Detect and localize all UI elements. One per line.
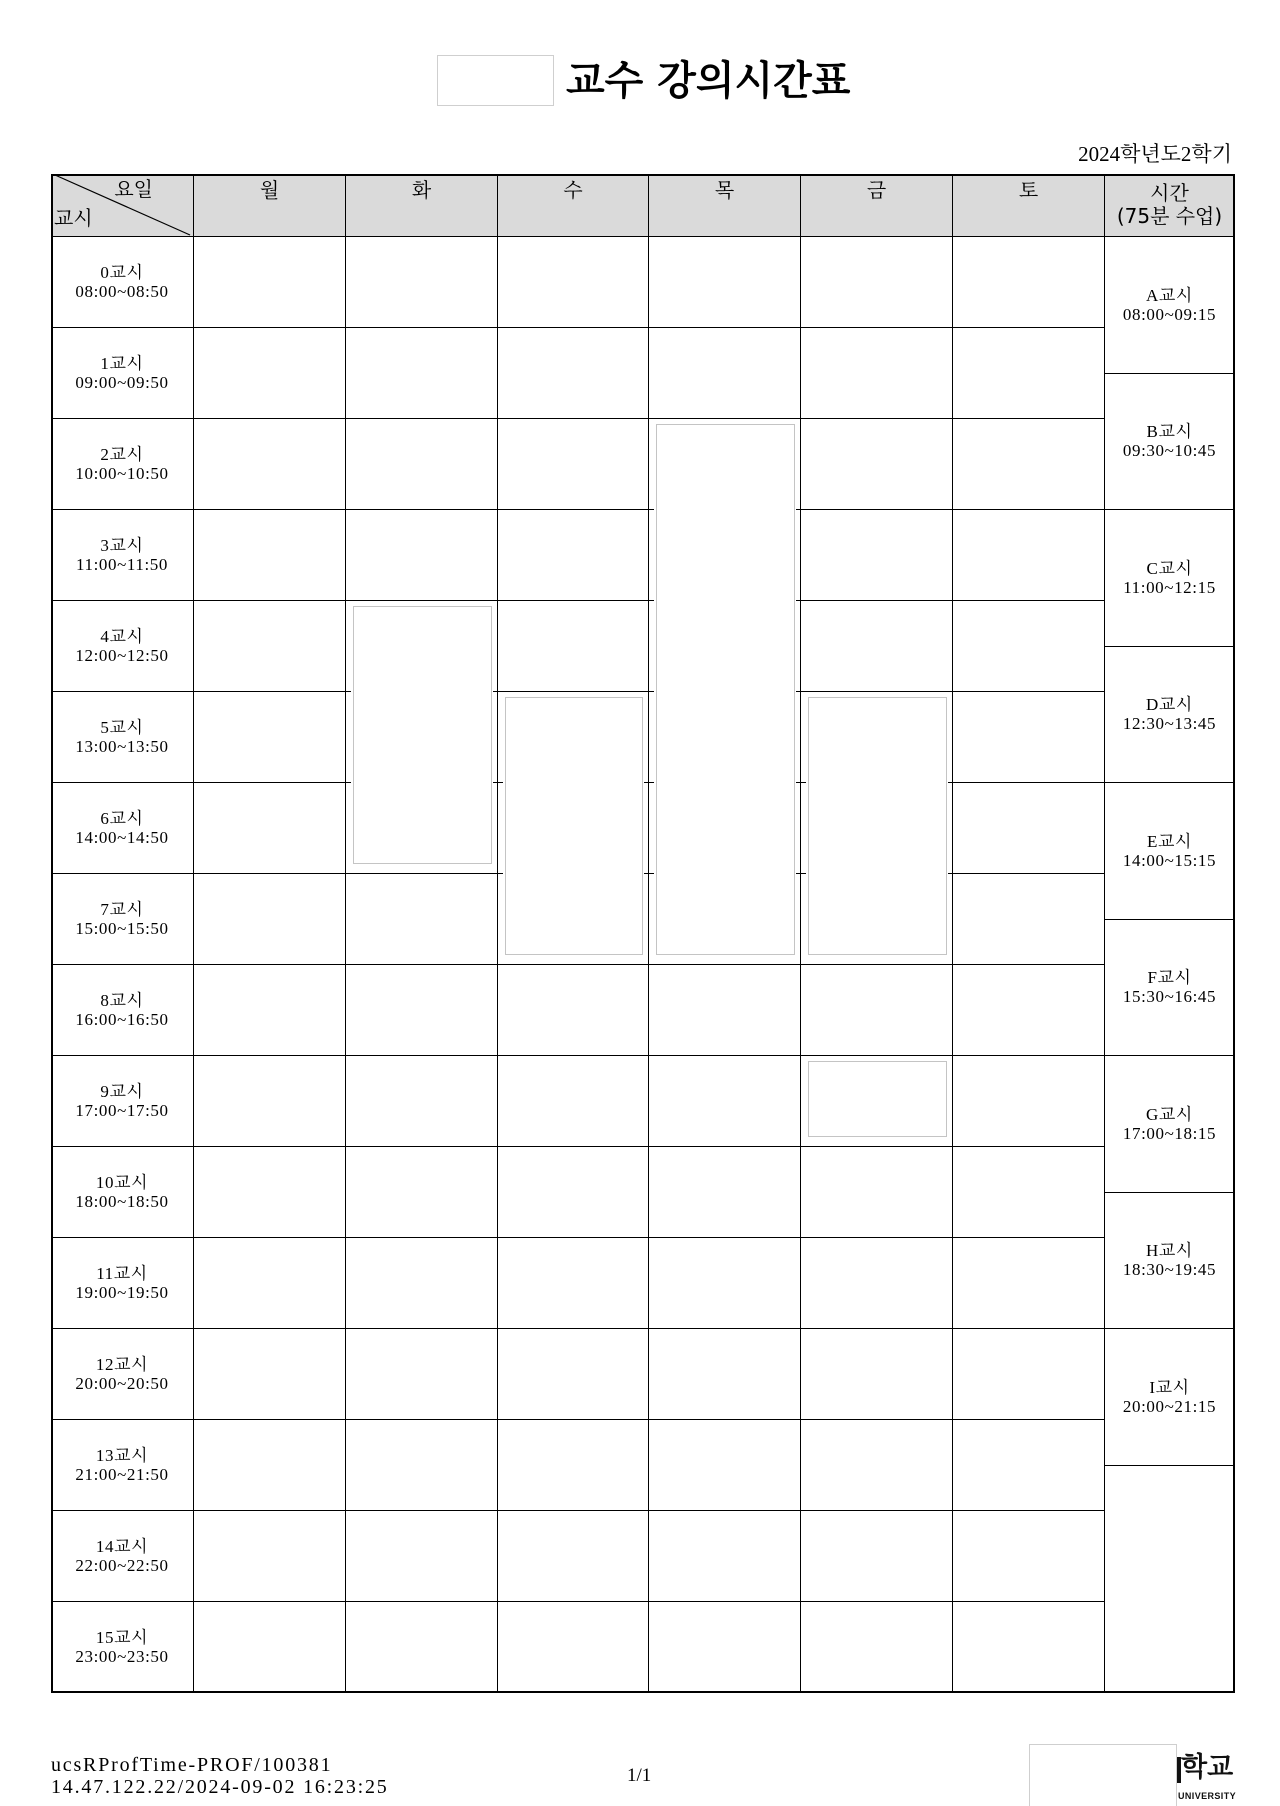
timetable-slot — [649, 1147, 801, 1238]
period-time: 12:00~12:50 — [75, 646, 169, 665]
row-line-stub — [796, 600, 800, 602]
period-time: 23:00~23:50 — [75, 1647, 169, 1666]
long-period-cell — [1105, 1193, 1235, 1330]
timetable-slot — [346, 237, 498, 328]
row-line-stub — [346, 691, 351, 693]
timetable-slot — [194, 783, 346, 874]
redaction-box — [808, 697, 947, 955]
timetable-slot — [498, 1329, 649, 1420]
long-period-time: 08:00~09:15 — [1122, 304, 1217, 324]
day-name: 월 — [259, 178, 280, 202]
timetable-slot — [953, 1602, 1105, 1693]
timetable-slot — [498, 1147, 649, 1238]
timetable-slot — [346, 874, 498, 965]
logo-redaction-box — [1029, 1744, 1177, 1806]
period-label-cell — [51, 1238, 194, 1329]
time-column-title: 시간 — [1150, 181, 1189, 205]
page-title: 교수 강의시간표 — [566, 58, 851, 104]
redacted-class-block — [801, 692, 952, 964]
row-line-stub — [649, 691, 654, 693]
long-period-cell — [1105, 1329, 1235, 1466]
period-number: 7교시 — [100, 900, 144, 919]
timetable-slot — [498, 419, 649, 510]
timetable-slot — [801, 965, 953, 1056]
period-time: 22:00~22:50 — [75, 1556, 169, 1575]
period-number: 0교시 — [100, 263, 144, 282]
period-number: 3교시 — [100, 536, 144, 555]
timetable-slot — [953, 692, 1105, 783]
period-label-cell — [51, 1511, 194, 1602]
timetable-slot — [498, 965, 649, 1056]
timetable-slot — [346, 965, 498, 1056]
long-period-time: 20:00~21:15 — [1122, 1396, 1217, 1416]
long-period-label: E교시 — [1146, 831, 1193, 851]
timetable-slot — [498, 1056, 649, 1147]
timetable-slot — [498, 237, 649, 328]
timetable-slot — [801, 601, 953, 692]
row-line-stub — [649, 600, 654, 602]
timetable-slot — [194, 1602, 346, 1693]
timetable-slot — [194, 692, 346, 783]
timetable-slot — [498, 1602, 649, 1693]
period-label-cell — [51, 601, 194, 692]
university-logo-text: 학교 — [1181, 1752, 1234, 1783]
timetable-slot — [346, 1602, 498, 1693]
timetable-slot — [194, 328, 346, 419]
period-label-cell — [51, 1147, 194, 1238]
long-period-cell — [1105, 1056, 1235, 1193]
long-period-time: 09:30~10:45 — [1122, 441, 1217, 461]
period-number: 2교시 — [100, 445, 144, 464]
long-period-cell — [1105, 510, 1235, 647]
period-label-cell — [51, 692, 194, 783]
timetable-slot — [801, 237, 953, 328]
timetable-slot — [346, 1147, 498, 1238]
period-label-cell — [51, 237, 194, 328]
period-number: 9교시 — [100, 1082, 144, 1101]
period-number: 5교시 — [100, 718, 144, 737]
timetable-slot — [498, 510, 649, 601]
redacted-class-block — [649, 419, 800, 964]
period-time: 10:00~10:50 — [75, 464, 169, 483]
timetable-grid — [51, 174, 1235, 1693]
day-name: 토 — [1018, 178, 1039, 202]
row-line-stub — [649, 782, 654, 784]
redaction-box — [656, 424, 795, 955]
period-number: 1교시 — [100, 354, 144, 373]
long-period-label: G교시 — [1146, 1104, 1193, 1124]
long-period-cell — [1105, 783, 1235, 920]
period-number: 10교시 — [95, 1173, 149, 1192]
timetable-slot — [194, 1056, 346, 1147]
long-period-label: C교시 — [1146, 558, 1193, 578]
redaction-box — [505, 697, 643, 955]
row-line-stub — [649, 873, 654, 875]
long-period-cell — [1105, 647, 1235, 784]
period-time: 19:00~19:50 — [75, 1283, 169, 1302]
period-label-cell — [51, 419, 194, 510]
period-number: 15교시 — [95, 1628, 149, 1647]
timetable-slot — [498, 1238, 649, 1329]
long-period-time: 18:30~19:45 — [1122, 1260, 1217, 1280]
redaction-box — [808, 1061, 947, 1137]
day-header-sat — [953, 174, 1105, 237]
timetable-slot — [194, 419, 346, 510]
redacted-class-block — [498, 692, 648, 964]
timetable-slot — [194, 874, 346, 965]
long-period-time: 14:00~15:15 — [1122, 850, 1217, 870]
day-name: 목 — [714, 178, 735, 202]
redaction-box — [353, 606, 492, 864]
long-period-label: A교시 — [1146, 285, 1193, 305]
day-name: 화 — [411, 178, 432, 202]
long-period-label: B교시 — [1146, 422, 1193, 442]
period-label-cell — [51, 1056, 194, 1147]
day-header-thu — [649, 174, 801, 237]
period-time: 11:00~11:50 — [76, 555, 168, 574]
period-time: 21:00~21:50 — [75, 1465, 169, 1484]
timetable-slot — [649, 328, 801, 419]
row-line-stub — [796, 782, 800, 784]
period-number: 12교시 — [95, 1355, 149, 1374]
period-label-cell — [51, 1329, 194, 1420]
period-label-cell — [51, 1602, 194, 1693]
timetable-slot — [498, 1420, 649, 1511]
row-line-stub — [948, 873, 952, 875]
day-name: 수 — [563, 178, 583, 202]
long-period-label: I교시 — [1149, 1377, 1190, 1397]
corner-day-label: 요일 — [114, 177, 153, 201]
timetable-slot — [953, 419, 1105, 510]
long-period-time: 17:00~18:15 — [1122, 1123, 1217, 1143]
long-period-label: H교시 — [1146, 1241, 1193, 1261]
time-column-header — [1105, 174, 1235, 237]
period-time: 20:00~20:50 — [75, 1374, 169, 1393]
timetable-slot — [649, 1056, 801, 1147]
timetable-slot — [801, 419, 953, 510]
period-number: 11교시 — [96, 1264, 148, 1283]
timetable-slot — [649, 1329, 801, 1420]
timetable-slot — [649, 1602, 801, 1693]
timetable-slot — [953, 783, 1105, 874]
row-line-stub — [493, 782, 497, 784]
corner-period-label: 교시 — [54, 206, 93, 230]
corner-header-cell — [51, 174, 194, 237]
timetable-slot — [649, 1511, 801, 1602]
row-line-stub — [948, 782, 952, 784]
timetable-slot — [346, 1511, 498, 1602]
timetable-slot — [346, 1420, 498, 1511]
timetable-slot — [953, 1511, 1105, 1602]
timetable-slot — [346, 1329, 498, 1420]
long-period-label: F교시 — [1147, 968, 1192, 988]
period-number: 6교시 — [100, 809, 144, 828]
timetable-slot — [953, 237, 1105, 328]
long-period-cell — [1105, 374, 1235, 511]
period-time: 14:00~14:50 — [75, 828, 169, 847]
timetable-slot — [346, 419, 498, 510]
report-id: ucsRProfTime-PROF/100381 — [51, 1754, 333, 1776]
row-line-stub — [644, 873, 648, 875]
time-column-empty-cell — [1105, 1466, 1235, 1694]
period-time: 16:00~16:50 — [75, 1010, 169, 1029]
page-number: 1/1 — [627, 1765, 652, 1786]
long-period-time: 12:30~13:45 — [1122, 714, 1217, 734]
period-label-cell — [51, 965, 194, 1056]
long-period-label: D교시 — [1146, 695, 1193, 715]
period-time: 17:00~17:50 — [75, 1101, 169, 1120]
day-name: 금 — [866, 178, 887, 202]
period-label-cell — [51, 1420, 194, 1511]
timetable-slot — [953, 1329, 1105, 1420]
timetable-slot — [649, 965, 801, 1056]
period-number: 14교시 — [95, 1537, 149, 1556]
row-line-stub — [498, 782, 503, 784]
row-line-stub — [801, 782, 806, 784]
day-header-tue — [346, 174, 498, 237]
day-header-wed — [498, 174, 649, 237]
timetable-slot — [801, 1602, 953, 1693]
day-header-fri — [801, 174, 953, 237]
timetable-slot — [953, 1420, 1105, 1511]
print-info: 14.47.122.22/2024-09-02 16:23:25 — [51, 1776, 389, 1798]
timetable-slot — [953, 510, 1105, 601]
timetable-slot — [953, 965, 1105, 1056]
long-period-cell — [1105, 237, 1235, 374]
timetable-slot — [194, 510, 346, 601]
period-number: 13교시 — [95, 1446, 149, 1465]
period-time: 08:00~08:50 — [75, 282, 169, 301]
long-period-time: 11:00~12:15 — [1123, 577, 1216, 597]
timetable-slot — [801, 1420, 953, 1511]
time-column-subtitle: (75분 수업) — [1116, 204, 1223, 228]
row-line-stub — [796, 873, 800, 875]
timetable-slot — [953, 874, 1105, 965]
timetable-slot — [649, 1238, 801, 1329]
timetable-slot — [498, 601, 649, 692]
timetable-slot — [953, 1147, 1105, 1238]
long-period-time: 15:30~16:45 — [1122, 987, 1217, 1007]
timetable-slot — [498, 1511, 649, 1602]
period-label-cell — [51, 783, 194, 874]
row-line-stub — [649, 509, 654, 511]
period-time: 09:00~09:50 — [75, 373, 169, 392]
timetable-slot — [953, 328, 1105, 419]
redacted-class-block — [801, 1056, 952, 1146]
period-time: 13:00~13:50 — [75, 737, 169, 756]
period-label-cell — [51, 510, 194, 601]
footer-info — [51, 1754, 389, 1798]
timetable-slot — [498, 328, 649, 419]
timetable-slot — [953, 1238, 1105, 1329]
timetable-slot — [194, 965, 346, 1056]
row-line-stub — [346, 782, 351, 784]
row-line-stub — [493, 691, 497, 693]
day-header-mon — [194, 174, 346, 237]
timetable-slot — [346, 1056, 498, 1147]
timetable-slot — [801, 1147, 953, 1238]
row-line-stub — [796, 691, 800, 693]
redacted-class-block — [346, 601, 497, 873]
period-time: 15:00~15:50 — [75, 919, 169, 938]
timetable-slot — [194, 1329, 346, 1420]
row-line-stub — [796, 509, 800, 511]
timetable-slot — [346, 328, 498, 419]
timetable-slot — [953, 601, 1105, 692]
timetable-slot — [194, 1511, 346, 1602]
period-number: 8교시 — [100, 991, 144, 1010]
timetable-slot — [649, 237, 801, 328]
row-line-stub — [801, 873, 806, 875]
row-line-stub — [498, 873, 503, 875]
timetable-slot — [194, 601, 346, 692]
long-period-cell — [1105, 920, 1235, 1057]
timetable-slot — [801, 510, 953, 601]
period-label-cell — [51, 874, 194, 965]
name-redaction-box — [437, 55, 554, 106]
period-time: 18:00~18:50 — [75, 1192, 169, 1211]
period-label-cell — [51, 328, 194, 419]
period-number: 4교시 — [100, 627, 144, 646]
timetable-slot — [194, 237, 346, 328]
university-logo-subtext: UNIVERSITY — [1178, 1791, 1237, 1801]
row-line-stub — [644, 782, 648, 784]
timetable-slot — [346, 510, 498, 601]
timetable-slot — [649, 1420, 801, 1511]
timetable-slot — [346, 1238, 498, 1329]
timetable-slot — [194, 1420, 346, 1511]
semester-label: 2024학년도2학기 — [1078, 142, 1232, 166]
timetable-slot — [953, 1056, 1105, 1147]
timetable-slot — [194, 1238, 346, 1329]
timetable-slot — [194, 1147, 346, 1238]
timetable-slot — [801, 1238, 953, 1329]
timetable-slot — [801, 328, 953, 419]
timetable-slot — [801, 1329, 953, 1420]
timetable-slot — [801, 1511, 953, 1602]
